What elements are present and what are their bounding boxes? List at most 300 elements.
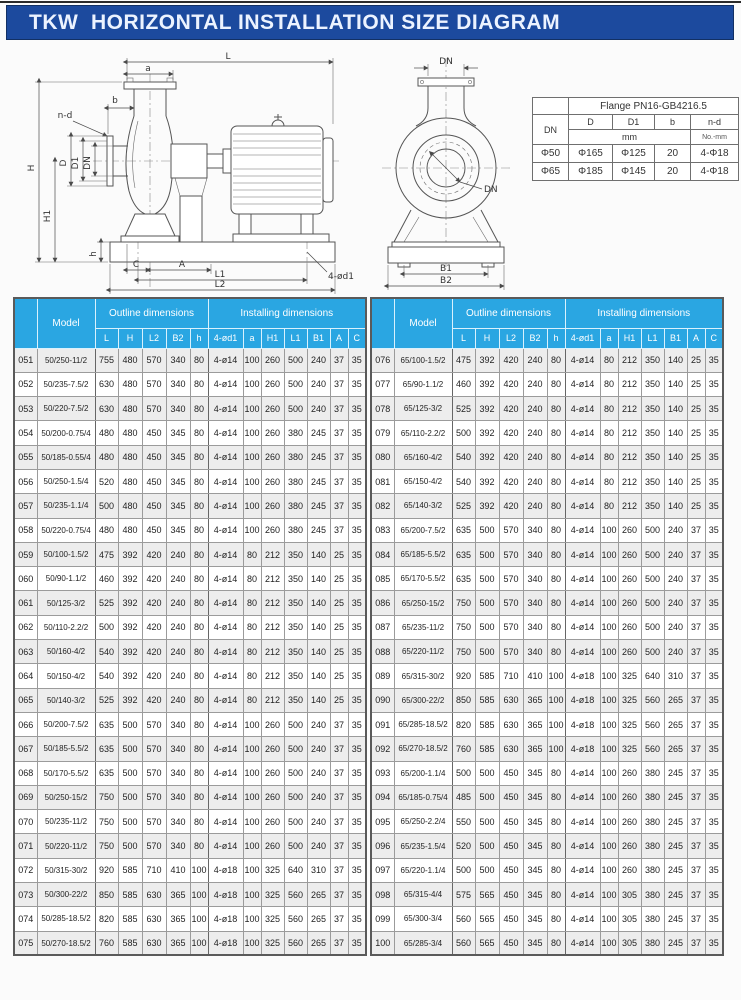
value-cell: 4-ø14 <box>565 640 600 664</box>
value-cell: 500 <box>641 591 664 615</box>
value-cell: 450 <box>142 469 166 493</box>
value-cell: 4-ø14 <box>208 567 243 591</box>
value-cell: 540 <box>95 664 118 688</box>
value-cell: 35 <box>705 737 723 761</box>
value-cell: 80 <box>190 567 208 591</box>
value-cell: 80 <box>243 567 261 591</box>
table-row <box>14 761 366 785</box>
value-cell: 4-ø14 <box>208 397 243 421</box>
value-cell: 565 <box>475 907 499 931</box>
value-cell: 260 <box>261 397 284 421</box>
value-cell: 240 <box>166 664 190 688</box>
value-cell: 100 <box>600 712 618 736</box>
row-number-cell: 057 <box>14 494 37 518</box>
value-cell: 37 <box>330 397 348 421</box>
value-cell: 35 <box>348 542 366 566</box>
flange-row <box>533 145 739 163</box>
value-cell: 630 <box>499 688 523 712</box>
value-cell: 35 <box>348 737 366 761</box>
value-cell: 37 <box>687 785 705 809</box>
value-cell: 4-ø18 <box>565 664 600 688</box>
value-cell: 380 <box>641 834 664 858</box>
value-cell: 260 <box>261 348 284 372</box>
value-cell: 260 <box>261 421 284 445</box>
value-cell: 212 <box>618 348 641 372</box>
value-cell: 25 <box>687 372 705 396</box>
value-cell: 80 <box>190 785 208 809</box>
table-row <box>371 640 723 664</box>
value-cell: 4-ø14 <box>565 518 600 542</box>
model-cell: 65/315-4/4 <box>394 883 452 907</box>
model-cell: 65/185-0.75/4 <box>394 785 452 809</box>
table-row <box>371 397 723 421</box>
flange-cell: 20 <box>655 145 691 163</box>
value-cell: 245 <box>664 858 687 882</box>
value-cell: 420 <box>499 469 523 493</box>
value-cell: 4-ø14 <box>565 348 600 372</box>
value-cell: 500 <box>95 494 118 518</box>
value-cell: 100 <box>243 810 261 834</box>
value-cell: 260 <box>261 445 284 469</box>
value-cell: 392 <box>118 615 142 639</box>
value-cell: 500 <box>284 737 307 761</box>
value-cell: 100 <box>243 421 261 445</box>
value-cell: 450 <box>499 761 523 785</box>
value-cell: 570 <box>142 712 166 736</box>
value-cell: 140 <box>307 688 330 712</box>
value-cell: 4-ø14 <box>565 810 600 834</box>
row-number-cell: 093 <box>371 761 394 785</box>
model-cell: 50/315-30/2 <box>37 858 95 882</box>
value-cell: 260 <box>618 761 641 785</box>
dim-label-h: h <box>89 251 99 257</box>
value-cell: 100 <box>600 931 618 955</box>
value-cell: 630 <box>499 737 523 761</box>
value-cell: 35 <box>705 907 723 931</box>
value-cell: 260 <box>261 712 284 736</box>
value-cell: 500 <box>284 372 307 396</box>
value-cell: 35 <box>348 469 366 493</box>
col-header-A: A <box>330 328 348 348</box>
value-cell: 100 <box>243 761 261 785</box>
value-cell: 755 <box>95 348 118 372</box>
value-cell: 240 <box>523 494 547 518</box>
value-cell: 100 <box>547 664 565 688</box>
table-row <box>14 785 366 809</box>
value-cell: 100 <box>243 469 261 493</box>
value-cell: 500 <box>284 810 307 834</box>
table-row <box>14 883 366 907</box>
value-cell: 240 <box>307 761 330 785</box>
value-cell: 4-ø14 <box>208 688 243 712</box>
value-cell: 420 <box>499 445 523 469</box>
col-header-a: a <box>600 328 618 348</box>
value-cell: 100 <box>600 737 618 761</box>
value-cell: 4-ø14 <box>208 348 243 372</box>
value-cell: 260 <box>261 785 284 809</box>
value-cell: 630 <box>95 372 118 396</box>
value-cell: 710 <box>499 664 523 688</box>
table-row <box>371 785 723 809</box>
group-header-outline: Outline dimensions <box>452 298 565 328</box>
model-cell: 65/200-7.5/2 <box>394 518 452 542</box>
value-cell: 392 <box>475 469 499 493</box>
value-cell: 35 <box>348 445 366 469</box>
value-cell: 37 <box>687 567 705 591</box>
value-cell: 4-ø14 <box>208 421 243 445</box>
value-cell: 420 <box>499 348 523 372</box>
value-cell: 80 <box>190 737 208 761</box>
value-cell: 500 <box>95 615 118 639</box>
value-cell: 35 <box>705 785 723 809</box>
value-cell: 500 <box>118 785 142 809</box>
value-cell: 245 <box>307 421 330 445</box>
value-cell: 100 <box>600 591 618 615</box>
value-cell: 37 <box>330 348 348 372</box>
value-cell: 35 <box>705 640 723 664</box>
dim-label-a: a <box>145 64 151 74</box>
row-number-cell: 061 <box>14 591 37 615</box>
value-cell: 4-ø14 <box>208 372 243 396</box>
value-cell: 240 <box>166 615 190 639</box>
table-row <box>14 591 366 615</box>
value-cell: 260 <box>618 518 641 542</box>
value-cell: 450 <box>499 858 523 882</box>
model-cell: 50/250-1.5/4 <box>37 469 95 493</box>
row-number-cell: 082 <box>371 494 394 518</box>
value-cell: 4-ø14 <box>208 518 243 542</box>
value-cell: 480 <box>118 494 142 518</box>
value-cell: 100 <box>243 858 261 882</box>
value-cell: 140 <box>664 397 687 421</box>
value-cell: 212 <box>261 615 284 639</box>
value-cell: 140 <box>307 640 330 664</box>
value-cell: 100 <box>243 494 261 518</box>
value-cell: 420 <box>499 372 523 396</box>
model-cell: 50/110-2.2/2 <box>37 615 95 639</box>
model-cell: 50/285-18.5/2 <box>37 907 95 931</box>
value-cell: 240 <box>523 469 547 493</box>
value-cell: 500 <box>641 542 664 566</box>
value-cell: 240 <box>307 397 330 421</box>
value-cell: 37 <box>687 664 705 688</box>
col-header-L1: L1 <box>641 328 664 348</box>
flange-cell: Φ125 <box>613 145 655 163</box>
value-cell: 80 <box>243 542 261 566</box>
value-cell: 520 <box>452 834 475 858</box>
table-row <box>371 907 723 931</box>
value-cell: 460 <box>452 372 475 396</box>
table-row <box>14 615 366 639</box>
value-cell: 240 <box>523 397 547 421</box>
value-cell: 450 <box>499 931 523 955</box>
value-cell: 4-ø14 <box>208 615 243 639</box>
value-cell: 500 <box>475 834 499 858</box>
row-number-cell: 056 <box>14 469 37 493</box>
value-cell: 4-ø14 <box>208 591 243 615</box>
value-cell: 212 <box>618 372 641 396</box>
value-cell: 245 <box>664 785 687 809</box>
dim-label-DN: DN <box>83 156 93 170</box>
value-cell: 750 <box>452 615 475 639</box>
value-cell: 100 <box>600 542 618 566</box>
flange-col-dn: DN <box>533 115 569 145</box>
model-cell: 65/300-3/4 <box>394 907 452 931</box>
value-cell: 35 <box>705 591 723 615</box>
table-row <box>371 834 723 858</box>
value-cell: 635 <box>95 712 118 736</box>
value-cell: 380 <box>641 785 664 809</box>
group-header-outline: Outline dimensions <box>95 298 208 328</box>
value-cell: 570 <box>142 737 166 761</box>
value-cell: 500 <box>284 397 307 421</box>
flange-unit-no-mm: No.-mm <box>691 130 739 145</box>
model-cell: 65/125-3/2 <box>394 397 452 421</box>
value-cell: 500 <box>452 761 475 785</box>
value-cell: 35 <box>705 348 723 372</box>
value-cell: 350 <box>641 445 664 469</box>
model-cell: 50/90-1.1/2 <box>37 567 95 591</box>
value-cell: 450 <box>499 834 523 858</box>
dim-label-D: D <box>59 159 69 167</box>
value-cell: 640 <box>641 664 664 688</box>
front-view-drawing <box>356 52 536 292</box>
value-cell: 140 <box>664 372 687 396</box>
value-cell: 630 <box>499 712 523 736</box>
value-cell: 140 <box>664 494 687 518</box>
value-cell: 4-ø14 <box>208 761 243 785</box>
value-cell: 4-ø14 <box>565 372 600 396</box>
value-cell: 345 <box>523 761 547 785</box>
row-number-cell: 064 <box>14 664 37 688</box>
table-row <box>14 640 366 664</box>
value-cell: 820 <box>452 712 475 736</box>
value-cell: 345 <box>523 858 547 882</box>
row-number-cell: 090 <box>371 688 394 712</box>
value-cell: 240 <box>166 640 190 664</box>
model-cell: 65/285-18.5/2 <box>394 712 452 736</box>
value-cell: 240 <box>664 542 687 566</box>
value-cell: 4-ø14 <box>565 421 600 445</box>
value-cell: 345 <box>166 445 190 469</box>
table-row <box>371 518 723 542</box>
value-cell: 80 <box>547 931 565 955</box>
value-cell: 340 <box>523 567 547 591</box>
value-cell: 350 <box>284 591 307 615</box>
value-cell: 585 <box>118 931 142 955</box>
value-cell: 392 <box>118 688 142 712</box>
value-cell: 240 <box>664 615 687 639</box>
value-cell: 37 <box>687 858 705 882</box>
value-cell: 260 <box>261 494 284 518</box>
col-header-B1: B1 <box>307 328 330 348</box>
value-cell: 350 <box>284 542 307 566</box>
value-cell: 585 <box>475 688 499 712</box>
value-cell: 325 <box>618 664 641 688</box>
value-cell: 380 <box>284 421 307 445</box>
value-cell: 420 <box>499 494 523 518</box>
table-row <box>14 494 366 518</box>
value-cell: 37 <box>330 445 348 469</box>
value-cell: 392 <box>475 397 499 421</box>
value-cell: 485 <box>452 785 475 809</box>
value-cell: 35 <box>348 518 366 542</box>
value-cell: 37 <box>330 421 348 445</box>
value-cell: 560 <box>641 737 664 761</box>
row-number-cell: 089 <box>371 664 394 688</box>
value-cell: 240 <box>307 737 330 761</box>
value-cell: 340 <box>523 591 547 615</box>
value-cell: 325 <box>261 931 284 955</box>
value-cell: 100 <box>600 688 618 712</box>
value-cell: 35 <box>705 421 723 445</box>
value-cell: 560 <box>284 931 307 955</box>
value-cell: 340 <box>523 640 547 664</box>
value-cell: 350 <box>284 640 307 664</box>
row-number-cell: 080 <box>371 445 394 469</box>
value-cell: 25 <box>330 542 348 566</box>
value-cell: 37 <box>330 372 348 396</box>
table-row <box>14 907 366 931</box>
value-cell: 80 <box>547 445 565 469</box>
value-cell: 245 <box>307 469 330 493</box>
col-header-H1: H1 <box>618 328 641 348</box>
value-cell: 35 <box>705 615 723 639</box>
model-cell: 50/300-22/2 <box>37 883 95 907</box>
dimension-tables <box>13 297 724 956</box>
value-cell: 750 <box>95 834 118 858</box>
value-cell: 80 <box>547 397 565 421</box>
value-cell: 345 <box>523 810 547 834</box>
table-row <box>371 494 723 518</box>
value-cell: 240 <box>664 591 687 615</box>
model-cell: 50/185-5.5/2 <box>37 737 95 761</box>
value-cell: 140 <box>664 348 687 372</box>
value-cell: 240 <box>307 834 330 858</box>
value-cell: 80 <box>190 397 208 421</box>
dim-label-L: L <box>225 52 231 62</box>
value-cell: 560 <box>284 883 307 907</box>
value-cell: 4-ø14 <box>208 445 243 469</box>
col-header-a: a <box>243 328 261 348</box>
value-cell: 540 <box>95 640 118 664</box>
model-cell: 65/200-1.1/4 <box>394 761 452 785</box>
value-cell: 380 <box>641 907 664 931</box>
value-cell: 4-ø14 <box>208 494 243 518</box>
value-cell: 265 <box>307 907 330 931</box>
value-cell: 100 <box>547 712 565 736</box>
value-cell: 475 <box>452 348 475 372</box>
value-cell: 80 <box>190 615 208 639</box>
value-cell: 100 <box>243 397 261 421</box>
flange-table-title: Flange PN16-GB4216.5 <box>569 98 739 115</box>
value-cell: 500 <box>475 761 499 785</box>
row-number-cell: 054 <box>14 421 37 445</box>
row-number-cell: 098 <box>371 883 394 907</box>
value-cell: 450 <box>142 445 166 469</box>
value-cell: 25 <box>687 469 705 493</box>
title-bar <box>6 5 734 40</box>
value-cell: 240 <box>307 372 330 396</box>
value-cell: 380 <box>284 469 307 493</box>
value-cell: 37 <box>330 834 348 858</box>
value-cell: 500 <box>118 712 142 736</box>
value-cell: 570 <box>499 518 523 542</box>
value-cell: 450 <box>499 810 523 834</box>
value-cell: 100 <box>600 883 618 907</box>
value-cell: 325 <box>618 737 641 761</box>
value-cell: 500 <box>475 591 499 615</box>
model-cell: 50/140-3/2 <box>37 688 95 712</box>
dim-label-A: A <box>178 260 186 270</box>
value-cell: 260 <box>618 785 641 809</box>
value-cell: 260 <box>261 761 284 785</box>
group-header-installing: Installing dimensions <box>208 298 366 328</box>
model-cell: 65/100-1.5/2 <box>394 348 452 372</box>
value-cell: 750 <box>95 810 118 834</box>
value-cell: 37 <box>687 640 705 664</box>
value-cell: 35 <box>348 664 366 688</box>
value-cell: 350 <box>641 469 664 493</box>
value-cell: 380 <box>284 518 307 542</box>
value-cell: 500 <box>475 640 499 664</box>
row-number-cell: 055 <box>14 445 37 469</box>
value-cell: 245 <box>664 834 687 858</box>
value-cell: 380 <box>641 858 664 882</box>
value-cell: 340 <box>166 834 190 858</box>
value-cell: 4-ø14 <box>565 834 600 858</box>
value-cell: 392 <box>475 494 499 518</box>
value-cell: 635 <box>452 518 475 542</box>
model-cell: 50/220-0.75/4 <box>37 518 95 542</box>
value-cell: 35 <box>705 372 723 396</box>
value-cell: 37 <box>687 518 705 542</box>
value-cell: 260 <box>261 469 284 493</box>
value-cell: 35 <box>348 834 366 858</box>
value-cell: 560 <box>641 712 664 736</box>
value-cell: 260 <box>618 542 641 566</box>
value-cell: 350 <box>641 421 664 445</box>
model-cell: 50/220-7.5/2 <box>37 397 95 421</box>
value-cell: 35 <box>348 567 366 591</box>
dim-label-H1: H1 <box>43 209 53 223</box>
value-cell: 35 <box>705 858 723 882</box>
page-title: TKW HORIZONTAL INSTALLATION SIZE DIAGRAM <box>29 10 561 34</box>
value-cell: 760 <box>452 737 475 761</box>
value-cell: 325 <box>261 858 284 882</box>
value-cell: 265 <box>664 737 687 761</box>
value-cell: 325 <box>261 907 284 931</box>
value-cell: 240 <box>523 372 547 396</box>
value-cell: 310 <box>307 858 330 882</box>
value-cell: 35 <box>705 931 723 955</box>
row-number-cell: 075 <box>14 931 37 955</box>
value-cell: 80 <box>190 688 208 712</box>
table-row <box>14 397 366 421</box>
value-cell: 80 <box>243 591 261 615</box>
value-cell: 420 <box>142 640 166 664</box>
value-cell: 240 <box>307 810 330 834</box>
model-cell: 65/110-2.2/2 <box>394 421 452 445</box>
value-cell: 4-ø18 <box>208 907 243 931</box>
flange-cell: 4-Φ18 <box>691 163 739 181</box>
value-cell: 305 <box>618 931 641 955</box>
value-cell: 410 <box>523 664 547 688</box>
row-number-cell: 091 <box>371 712 394 736</box>
value-cell: 500 <box>284 785 307 809</box>
value-cell: 4-ø18 <box>565 712 600 736</box>
value-cell: 25 <box>330 664 348 688</box>
